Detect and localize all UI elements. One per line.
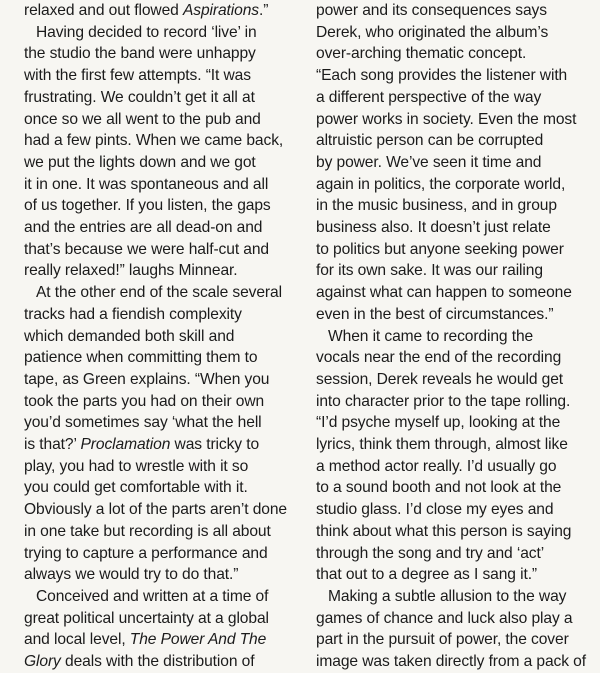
text-run: At the other end of the scale several <box>36 284 282 302</box>
text-run: which demanded both skill and <box>24 327 235 345</box>
left-column-line <box>24 477 306 499</box>
text-run: it in one. It was spontaneous and all <box>24 175 269 193</box>
text-run: had a few pints. When we came back, <box>24 132 284 150</box>
italic-title: The Power And The <box>129 631 267 649</box>
text-run: studio glass. I’d close my eyes and <box>316 501 554 519</box>
text-run: session, Derek reveals he would get <box>316 370 563 388</box>
right-column-line <box>316 239 596 261</box>
left-column-line <box>24 412 306 434</box>
left-column-line <box>24 347 306 369</box>
text-run: patience when committing them to <box>24 349 258 367</box>
right-column-line <box>316 586 596 608</box>
left-column-line <box>24 543 306 565</box>
right-column-line <box>316 43 596 65</box>
text-run: in the music business, and in group <box>316 197 557 215</box>
text-run: for its own sake. It was our railing <box>316 262 543 280</box>
right-column-line <box>316 174 596 196</box>
left-column-line <box>24 152 306 174</box>
text-run: even in the best of circumstances.” <box>316 305 554 323</box>
right-column-line <box>316 326 596 348</box>
text-run: great political uncertainty at a global <box>24 609 269 627</box>
left-column-line <box>24 65 306 87</box>
right-column-line <box>316 217 596 239</box>
left-column-line <box>24 239 306 261</box>
left-column-line <box>24 369 306 391</box>
text-run: over-arching thematic concept. <box>316 45 527 63</box>
text-run: through the song and try and ‘act’ <box>316 544 545 562</box>
left-column-line <box>24 608 306 630</box>
text-run: tape, as Green explains. “When you <box>24 370 270 388</box>
left-column-line <box>24 564 306 586</box>
left-column-line <box>24 326 306 348</box>
left-column-line <box>24 195 306 217</box>
right-column-line <box>316 130 596 152</box>
text-run: power works in society. Even the most <box>316 110 577 128</box>
text-run: we put the lights down and we got <box>24 153 256 171</box>
left-column-line <box>24 499 306 521</box>
right-column-line <box>316 347 596 369</box>
left-column-line <box>24 282 306 304</box>
right-column-line <box>316 629 596 651</box>
right-column-line <box>316 651 596 673</box>
left-column-line <box>24 22 306 44</box>
right-column-line <box>316 22 596 44</box>
left-column-line <box>24 391 306 413</box>
text-run: a method actor really. I’d usually go <box>316 457 557 475</box>
text-run: was tricky to <box>170 436 260 454</box>
text-run: you could get comfortable with it. <box>24 479 248 497</box>
right-text-column <box>316 0 596 673</box>
text-run: in one take but recording is all about <box>24 522 271 540</box>
text-run: really relaxed!” laughs Minnear. <box>24 262 238 280</box>
left-column-line <box>24 629 306 651</box>
text-run: is that?’ <box>24 436 81 454</box>
text-run: that’s because we were half-cut and <box>24 240 269 258</box>
right-column-line <box>316 412 596 434</box>
text-run: to politics but anyone seeking power <box>316 240 564 258</box>
text-run: with the first few attempts. “It was <box>24 67 251 85</box>
right-column-line <box>316 434 596 456</box>
left-column-line <box>24 434 306 456</box>
left-column-line <box>24 586 306 608</box>
left-column-line <box>24 130 306 152</box>
text-run: that out to a degree as I sang it.” <box>316 566 538 584</box>
text-run: relaxed and out flowed <box>24 2 183 19</box>
text-run: When it came to recording the <box>328 327 534 345</box>
left-column-line <box>24 0 306 22</box>
text-run: once so we all went to the pub and <box>24 110 261 128</box>
text-run: lyrics, think them through, almost like <box>316 436 568 454</box>
right-column-line <box>316 0 596 22</box>
left-column-line <box>24 109 306 131</box>
text-run: into character prior to the tape rolling. <box>316 392 571 410</box>
left-column-line <box>24 217 306 239</box>
text-run: again in politics, the corporate world, <box>316 175 566 193</box>
right-column-line <box>316 369 596 391</box>
text-run: you’d sometimes say ‘what the hell <box>24 414 262 432</box>
right-column-line <box>316 152 596 174</box>
right-column-line <box>316 543 596 565</box>
text-run: .” <box>259 2 269 19</box>
text-run: to a sound booth and not look at the <box>316 479 562 497</box>
text-run: image was taken directly from a pack of <box>316 653 586 671</box>
left-column-line <box>24 174 306 196</box>
right-column-line <box>316 564 596 586</box>
text-run: and local level, <box>24 631 130 649</box>
italic-title: Glory <box>24 653 61 671</box>
text-run: deals with the distribution of <box>60 653 255 671</box>
text-run: “Each song provides the listener with <box>316 67 568 85</box>
right-column-line <box>316 499 596 521</box>
text-run: Making a subtle allusion to the way <box>328 587 567 605</box>
text-run: “I’d psyche myself up, looking at the <box>316 414 561 432</box>
left-column-line <box>24 43 306 65</box>
text-run: play, you had to wrestle with it so <box>24 457 249 475</box>
right-column-line <box>316 87 596 109</box>
text-run: altruistic person can be corrupted <box>316 132 544 150</box>
text-run: tracks had a fiendish complexity <box>24 305 242 323</box>
text-run: games of chance and luck also play a <box>316 609 573 627</box>
italic-title: Proclamation <box>80 436 171 454</box>
italic-title: Aspirations <box>182 2 259 19</box>
right-column-line <box>316 109 596 131</box>
left-column-line <box>24 304 306 326</box>
text-run: power and its consequences says <box>316 2 547 19</box>
right-column-line <box>316 608 596 630</box>
text-run: a different perspective of the way <box>316 88 542 106</box>
left-text-column <box>24 0 306 673</box>
right-column-line <box>316 456 596 478</box>
right-column-line <box>316 391 596 413</box>
right-column-line <box>316 521 596 543</box>
text-run: business also. It doesn’t just relate <box>316 219 551 237</box>
right-column-line <box>316 195 596 217</box>
text-run: of us together. If you listen, the gaps <box>24 197 271 215</box>
right-column-line <box>316 477 596 499</box>
text-run: think about what this person is saying <box>316 522 572 540</box>
text-run: Conceived and written at a time of <box>36 587 269 605</box>
text-run: vocals near the end of the recording <box>316 349 562 367</box>
text-run: trying to capture a performance and <box>24 544 268 562</box>
text-run: took the parts you had on their own <box>24 392 265 410</box>
right-column-line <box>316 282 596 304</box>
text-run: frustrating. We couldn’t get it all at <box>24 88 255 106</box>
text-run: and the entries are all dead-on and <box>24 219 263 237</box>
left-column-line <box>24 260 306 282</box>
text-run: by power. We’ve seen it time and <box>316 153 542 171</box>
left-column-line <box>24 651 306 673</box>
text-run: Derek, who originated the album’s <box>316 23 549 41</box>
left-column-line <box>24 456 306 478</box>
right-column-line <box>316 65 596 87</box>
text-run: against what can happen to someone <box>316 284 572 302</box>
text-run: Obviously a lot of the parts aren’t done <box>24 501 287 519</box>
right-column-line <box>316 260 596 282</box>
left-column-line <box>24 521 306 543</box>
text-run: part in the pursuit of power, the cover <box>316 631 569 649</box>
left-column-line <box>24 87 306 109</box>
text-run: always we would try to do that.” <box>24 566 239 584</box>
right-column-line <box>316 304 596 326</box>
text-run: Having decided to record ‘live’ in <box>36 23 257 41</box>
text-run: the studio the band were unhappy <box>24 45 256 63</box>
